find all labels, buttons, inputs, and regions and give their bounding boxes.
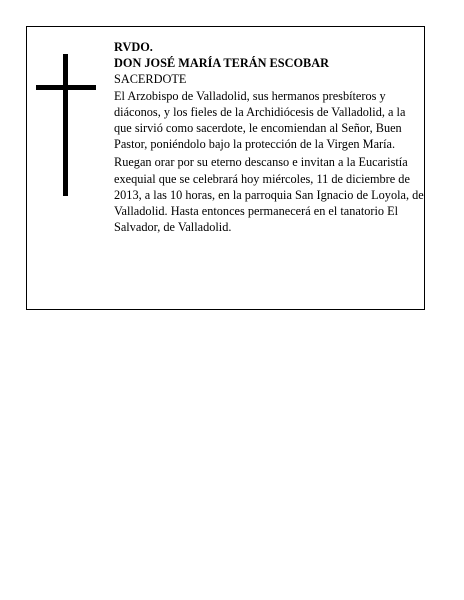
notice-title: RVDO. (114, 40, 153, 54)
cross-horizontal-bar (36, 85, 96, 90)
notice-paragraph-1: El Arzobispo de Valladolid, sus hermanos presbíteros y diáconos, y los fieles de la Archidiócesis de Valladolid, a la que sirvió como sacerdote, le encomiendan al Señor, Buen Pastor, poniéndolo bajo la protección de la Virgen María. (114, 88, 406, 152)
deceased-role: SACERDOTE (114, 72, 187, 87)
cross-icon (36, 54, 96, 196)
cross-vertical-bar (63, 54, 68, 196)
notice-text (114, 39, 424, 235)
notice-paragraph-2: Ruegan orar por su eterno descanso e invitan a la Eucaristía exequial que se celebrará hoy miércoles, 11 de diciembre de 2013, a las 10 horas, en la parroquia San Ignacio de Loyola, de Valladolid. Hasta entonces permanecerá en el tanatorio El Salvador, de Valladolid. (114, 155, 424, 235)
deceased-name: DON JOSÉ MARÍA TERÁN ESCOBAR (114, 56, 330, 71)
